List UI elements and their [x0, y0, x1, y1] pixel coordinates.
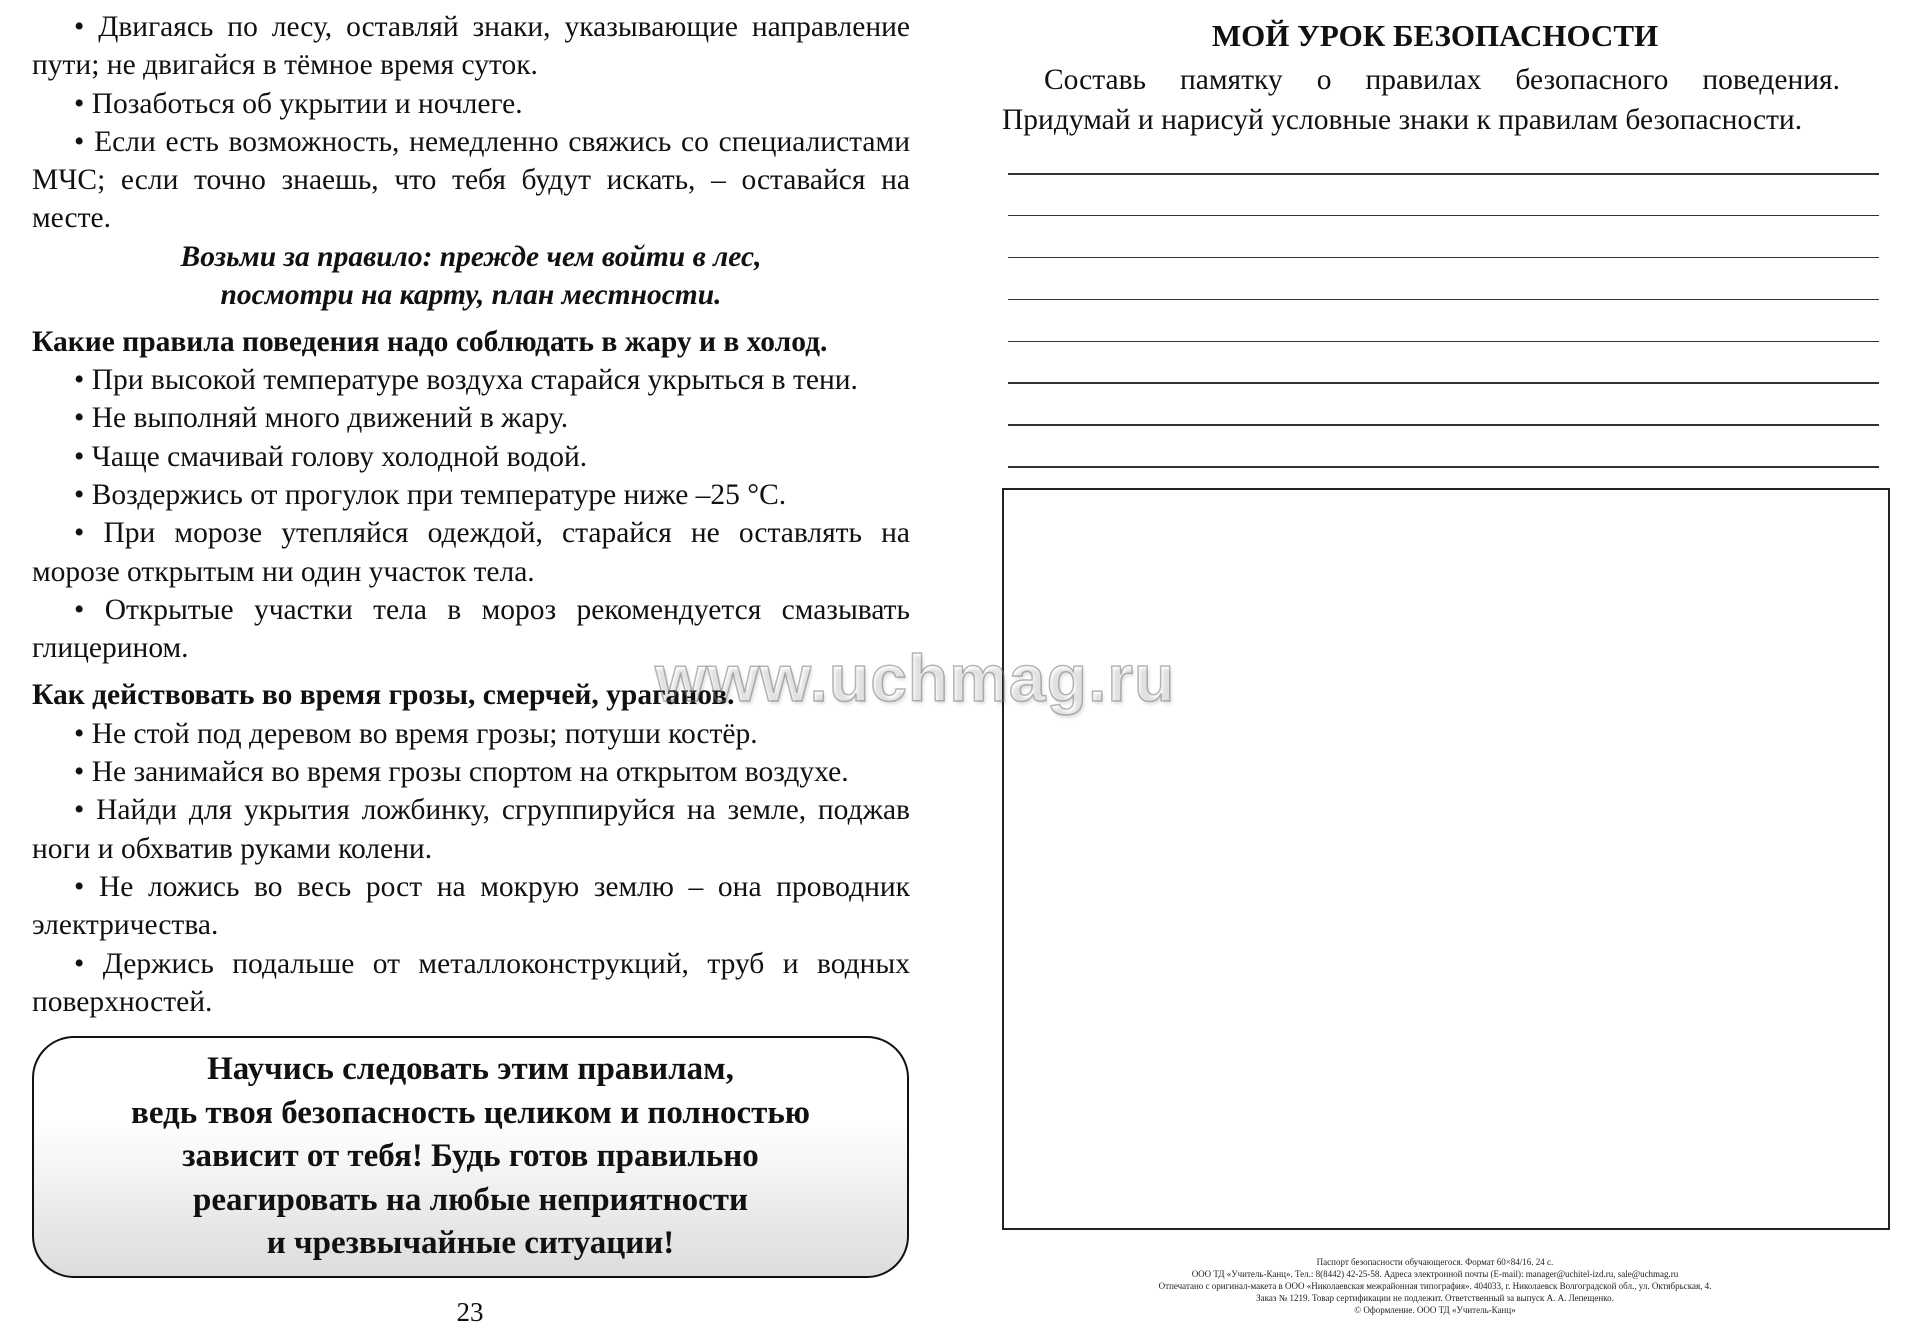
callout-line: зависит от тебя! Будь готов правильно [182, 1138, 759, 1175]
callout-line: и чрезвычайные ситуации! [266, 1225, 675, 1262]
safety-callout-box [32, 1036, 909, 1278]
writing-lines [1008, 173, 1879, 508]
rule-line: посмотри на карту, план местности. [220, 278, 722, 311]
page-number: 23 [456, 1297, 484, 1327]
imprint-line: © Оформление. ООО ТД «Учитель-Канц» [1354, 1305, 1516, 1315]
writing-line[interactable] [1008, 215, 1879, 217]
writing-line[interactable] [1008, 299, 1879, 301]
heat-cold-heading: Какие правила поведения надо соблюдать в жару и в холод. [32, 325, 828, 358]
forest-paragraph: • Двигаясь по лесу, оставляй знаки, указывающие направление пути; не двигайся в тёмное время суток. [32, 11, 910, 82]
watermark: www.uchmag.ru [655, 641, 1176, 715]
storm-item: • Не стой под деревом во время грозы; потуши костёр. [74, 717, 758, 750]
writing-line[interactable] [1008, 466, 1879, 468]
lesson-instruction: Составь памятку о правилах безопасного поведения. Придумай и нарисуй условные знаки к правилам безопасности. [1002, 64, 1840, 136]
storm-item: • Не занимайся во время грозы спортом на открытом воздухе. [74, 756, 849, 789]
forest-paragraph: • Позаботься об укрытии и ночлеге. [74, 87, 523, 120]
callout-line: Научись следовать этим правилам, [207, 1051, 734, 1088]
callout-line: ведь твоя безопасность целиком и полностью [131, 1094, 810, 1131]
imprint-line: Заказ № 1219. Товар сертификации не подлежит. Ответственный за выпуск А. А. Лепещенко. [1256, 1293, 1614, 1303]
heat-cold-item: • При высокой температуре воздуха старайся укрыться в тени. [74, 364, 858, 397]
left-page-text [32, 8, 910, 1021]
lesson-title: МОЙ УРОК БЕЗОПАСНОСТИ [1211, 18, 1659, 53]
right-page [950, 0, 1920, 1323]
writing-line[interactable] [1008, 257, 1879, 259]
heat-cold-item: • Открытые участки тела в мороз рекомендуется смазывать глицерином. [32, 593, 910, 665]
heat-cold-item: • При морозе утепляйся одеждой, старайся не оставлять на морозе открытым ни один участок тела. [32, 517, 910, 588]
callout-line: реагировать на любые неприятности [192, 1181, 749, 1218]
storm-heading: Как действовать во время грозы, смерчей, ураганов. [32, 679, 735, 712]
forest-paragraph: • Если есть возможность, немедленно свяжись со специалистами МЧС; если точно знаешь, что тебя будут искать, – оставайся на месте. [32, 125, 910, 235]
heat-cold-item: • Воздержись от прогулок при температуре ниже –25 °С. [74, 478, 787, 511]
writing-line[interactable] [1008, 173, 1879, 175]
heat-cold-item: • Чаще смачивай голову холодной водой. [74, 440, 588, 473]
publisher-imprint [990, 1256, 1880, 1316]
writing-line[interactable] [1008, 424, 1879, 426]
imprint-line: Паспорт безопасности обучающегося. Формат 60×84/16. 24 с. [1316, 1257, 1554, 1267]
imprint-line: ООО ТД «Учитель-Канц». Тел.: 8(8442) 42-25-58. Адреса электронной почты (E-mail): manager@uchitel-izd.ru, sale@uchmag.ru [1191, 1269, 1679, 1279]
drawing-area[interactable] [1002, 488, 1890, 1230]
storm-item: • Не ложись во весь рост на мокрую землю – она проводник электричества. [32, 870, 910, 942]
writing-line[interactable] [1008, 382, 1879, 384]
writing-line[interactable] [1008, 341, 1879, 343]
storm-item: • Держись подальше от металлоконструкций, труб и водных поверхностей. [32, 947, 910, 1018]
heat-cold-item: • Не выполняй много движений в жару. [74, 402, 569, 435]
left-page [0, 0, 950, 1327]
rule-line: Возьми за правило: прежде чем войти в лес, [180, 240, 762, 273]
storm-item: • Найди для укрытия ложбинку, сгруппируйся на земле, поджав ноги и обхватив руками колени. [32, 794, 910, 865]
imprint-line: Отпечатано с оригинал-макета в ООО «Николаевская межрайонная типография». 404033, г. Николаевск Волгоградской обл., ул. Октябрьская, 4. [1158, 1281, 1712, 1291]
